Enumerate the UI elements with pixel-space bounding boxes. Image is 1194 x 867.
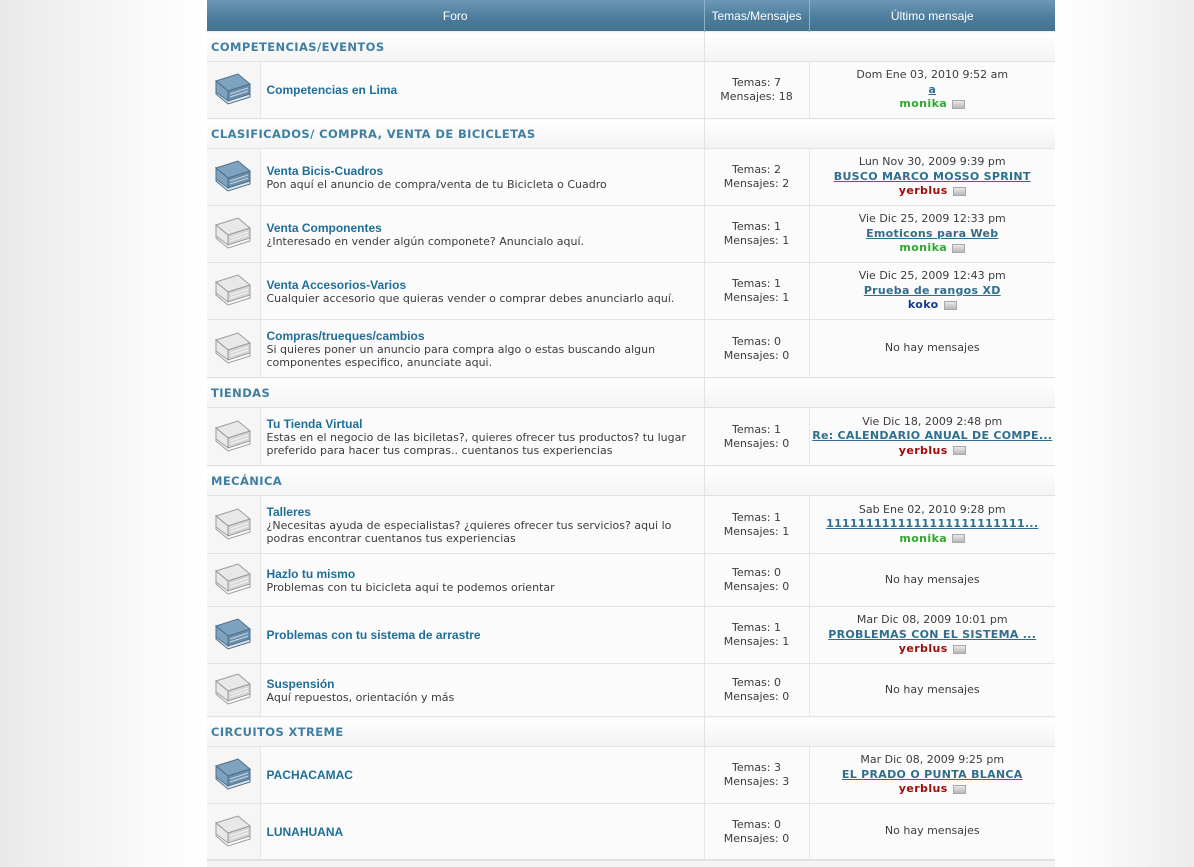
goto-post-icon[interactable] [953, 446, 966, 455]
forum-info [260, 263, 704, 320]
forum-row [207, 664, 1055, 717]
goto-post-icon[interactable] [953, 187, 966, 196]
last-post-author[interactable]: koko [907, 298, 939, 312]
category-title[interactable]: CIRCUITOS XTREME [207, 717, 704, 747]
folder-no-new-posts-icon [207, 206, 260, 263]
last-post-cell [809, 263, 1055, 320]
last-post-link[interactable]: BUSCO MARCO MOSSO SPRINT [833, 169, 1031, 183]
forum-row [207, 149, 1055, 206]
folder-no-new-posts-icon [207, 408, 260, 466]
topic-count: Temas: 0 [731, 817, 781, 831]
folder-no-new-posts-icon [207, 263, 260, 320]
forum-name-link[interactable]: Venta Componentes [266, 220, 382, 235]
forum-row [207, 554, 1055, 607]
category-title[interactable]: TIENDAS [207, 378, 704, 408]
forum-description: Si quieres poner un anuncio para compra algo o estas buscando algun componentes especifico, anunciate aqui. [266, 342, 656, 369]
last-post-date: Dom Ene 03, 2010 9:52 am [856, 68, 1009, 82]
forum-row [207, 206, 1055, 263]
last-post-link[interactable]: Re: CALENDARIO ANUAL DE COMPE... [812, 429, 1053, 443]
post-count: Mensajes: 0 [723, 436, 790, 450]
forum-info [260, 747, 704, 804]
last-post-date: Mar Dic 08, 2009 9:25 pm [860, 753, 1005, 767]
last-post-date: Vie Dic 25, 2009 12:33 pm [858, 212, 1006, 226]
folder-no-new-posts-icon [207, 664, 260, 717]
post-count: Mensajes: 0 [723, 831, 790, 845]
category-title[interactable]: MECÁNICA [207, 466, 704, 496]
post-count: Mensajes: 1 [723, 234, 790, 247]
last-post-link[interactable]: a [928, 82, 937, 96]
category-title[interactable]: CLASIFICADOS/ COMPRA, VENTA DE BICICLETAS [207, 119, 704, 149]
topic-post-counts [704, 607, 809, 664]
header-forum: Foro [207, 0, 704, 32]
post-count: Mensajes: 0 [723, 690, 790, 703]
folder-new-posts-icon [207, 62, 260, 119]
topic-post-counts [704, 320, 809, 378]
topic-count: Temas: 3 [731, 761, 781, 774]
last-post-cell [809, 408, 1055, 466]
forum-row [207, 408, 1055, 466]
post-count: Mensajes: 0 [723, 348, 790, 362]
forum-row [207, 320, 1055, 378]
forum-name-link[interactable]: Tu Tienda Virtual [266, 416, 363, 431]
forum-name-link[interactable]: Talleres [266, 504, 311, 519]
topic-post-counts [704, 408, 809, 466]
topic-count: Temas: 0 [731, 334, 781, 348]
last-post-cell [809, 206, 1055, 263]
last-post-link[interactable]: 1111111111111111111111111... [826, 517, 1039, 531]
forum-name-link[interactable]: PACHACAMAC [266, 768, 353, 782]
last-post-author[interactable]: yerblus [898, 443, 948, 457]
no-messages-text: No hay mensajes [884, 572, 980, 586]
forum-name-link[interactable]: Venta Accesorios-Varios [266, 277, 407, 292]
last-post-link[interactable]: Prueba de rangos XD [863, 283, 1001, 297]
topic-count: Temas: 0 [731, 566, 781, 579]
topic-count: Temas: 1 [731, 277, 781, 290]
last-post-link[interactable]: PROBLEMAS CON EL SISTEMA ... [828, 627, 1037, 641]
last-post-cell [809, 62, 1055, 119]
forum-row [207, 62, 1055, 119]
last-post-author[interactable]: monika [899, 241, 948, 255]
no-messages-text: No hay mensajes [884, 682, 980, 696]
last-post-date: Sab Ene 02, 2010 9:28 pm [858, 502, 1006, 516]
forum-row [207, 804, 1055, 860]
category-row [207, 378, 1055, 408]
last-post-cell [809, 664, 1055, 717]
folder-new-posts-icon [207, 747, 260, 804]
no-messages-text: No hay mensajes [884, 341, 980, 355]
table-header [207, 0, 1055, 32]
forum-info [260, 607, 704, 664]
topic-count: Temas: 1 [731, 510, 781, 524]
post-count: Mensajes: 2 [723, 177, 790, 190]
category-spacer [704, 717, 1055, 747]
last-post-date: Vie Dic 25, 2009 12:43 pm [858, 269, 1006, 283]
goto-post-icon[interactable] [952, 244, 965, 253]
topic-post-counts [704, 554, 809, 607]
forum-description: ¿Necesitas ayuda de especialistas? ¿quieres ofrecer tus servicios? aqui lo podras encontrar cuentanos tus experiencias [266, 518, 672, 545]
forum-description: Cualquier accesorio que quieras vender o comprar debes anunciarlo aquí. [266, 291, 675, 305]
post-count: Mensajes: 1 [723, 635, 790, 648]
forum-description: ¿Interesado en vender algún componete? Anuncialo aquí. [266, 234, 585, 248]
topic-post-counts [704, 206, 809, 263]
last-post-cell [809, 607, 1055, 664]
topic-post-counts [704, 747, 809, 804]
post-count: Mensajes: 1 [723, 524, 790, 538]
forum-info [260, 664, 704, 717]
goto-post-icon[interactable] [952, 100, 965, 109]
category-spacer [704, 378, 1055, 408]
topic-post-counts [704, 263, 809, 320]
category-row [207, 119, 1055, 149]
last-post-cell [809, 554, 1055, 607]
last-post-cell [809, 804, 1055, 860]
forum-row [207, 496, 1055, 554]
category-spacer [704, 32, 1055, 62]
post-count: Mensajes: 18 [720, 90, 793, 103]
topic-post-counts [704, 149, 809, 206]
forum-description: Estas en el negocio de las biciletas?, quieres ofrecer tus productos? tu lugar preferido para hacer tus compras.. cuentanos tus experiencias [266, 430, 686, 457]
forum-name-link[interactable]: Hazlo tu mismo [266, 566, 356, 581]
topic-post-counts [704, 804, 809, 860]
topic-count: Temas: 1 [731, 621, 781, 634]
forum-name-link[interactable]: Problemas con tu sistema de arrastre [266, 628, 481, 642]
forum-info [260, 496, 704, 554]
folder-no-new-posts-icon [207, 496, 260, 554]
topic-post-counts [704, 664, 809, 717]
topic-count: Temas: 1 [731, 422, 781, 436]
forum-table [207, 0, 1055, 860]
forum-info [260, 206, 704, 263]
post-count: Mensajes: 0 [723, 580, 790, 593]
last-post-cell [809, 747, 1055, 804]
table-footer-edge [207, 860, 1055, 867]
goto-post-icon[interactable] [944, 301, 957, 310]
last-post-author[interactable]: yerblus [898, 642, 948, 656]
topic-post-counts [704, 62, 809, 119]
forum-name-link[interactable]: Compras/trueques/cambios [266, 328, 425, 343]
forum-name-link[interactable]: Suspensión [266, 676, 335, 691]
folder-new-posts-icon [207, 149, 260, 206]
forum-row [207, 607, 1055, 664]
last-post-link[interactable]: Emoticons para Web [866, 226, 999, 240]
topic-count: Temas: 7 [731, 76, 781, 89]
last-post-cell [809, 496, 1055, 554]
forum-description: Aquí repuestos, orientación y más [266, 690, 455, 704]
last-post-cell [809, 149, 1055, 206]
category-title[interactable]: COMPETENCIAS/EVENTOS [207, 32, 704, 62]
category-spacer [704, 119, 1055, 149]
goto-post-icon[interactable] [953, 645, 966, 654]
last-post-author[interactable]: monika [899, 97, 948, 111]
forum-description: Problemas con tu bicicleta aqui te podemos orientar [266, 580, 555, 594]
goto-post-icon[interactable] [952, 534, 965, 543]
no-messages-text: No hay mensajes [884, 824, 980, 838]
forum-name-link[interactable]: Venta Bicis-Cuadros [266, 163, 384, 178]
forum-row [207, 263, 1055, 320]
forum-description: Pon aquí el anuncio de compra/venta de tu Bicicleta o Cuadro [266, 177, 607, 191]
forum-name-link[interactable]: LUNAHUANA [266, 824, 344, 839]
last-post-date: Mar Dic 08, 2009 10:01 pm [856, 613, 1008, 627]
forum-row [207, 747, 1055, 804]
forum-info [260, 804, 704, 860]
folder-no-new-posts-icon [207, 804, 260, 860]
last-post-author[interactable]: monika [899, 531, 948, 545]
last-post-date: Vie Dic 18, 2009 2:48 pm [862, 414, 1003, 428]
forum-info [260, 149, 704, 206]
forum-info [260, 320, 704, 378]
folder-no-new-posts-icon [207, 320, 260, 378]
forum-info [260, 408, 704, 466]
forum-info [260, 554, 704, 607]
forum-index [207, 0, 1055, 867]
folder-no-new-posts-icon [207, 554, 260, 607]
topic-count: Temas: 0 [731, 676, 781, 689]
header-topics-posts: Temas/Mensajes [704, 0, 809, 32]
topic-count: Temas: 1 [731, 220, 781, 233]
category-row [207, 32, 1055, 62]
post-count: Mensajes: 1 [723, 291, 790, 304]
last-post-author[interactable]: yerblus [898, 782, 948, 796]
post-count: Mensajes: 3 [723, 775, 790, 788]
topic-post-counts [704, 496, 809, 554]
header-last-post: Último mensaje [809, 0, 1055, 32]
topic-count: Temas: 2 [731, 163, 781, 176]
last-post-cell [809, 320, 1055, 378]
last-post-date: Lun Nov 30, 2009 9:39 pm [858, 155, 1006, 169]
category-row [207, 466, 1055, 496]
goto-post-icon[interactable] [953, 785, 966, 794]
folder-new-posts-icon [207, 607, 260, 664]
category-row [207, 717, 1055, 747]
last-post-author[interactable]: yerblus [898, 184, 948, 198]
forum-info [260, 62, 704, 119]
forum-name-link[interactable]: Competencias en Lima [266, 83, 398, 97]
last-post-link[interactable]: EL PRADO O PUNTA BLANCA [841, 767, 1023, 781]
category-spacer [704, 466, 1055, 496]
